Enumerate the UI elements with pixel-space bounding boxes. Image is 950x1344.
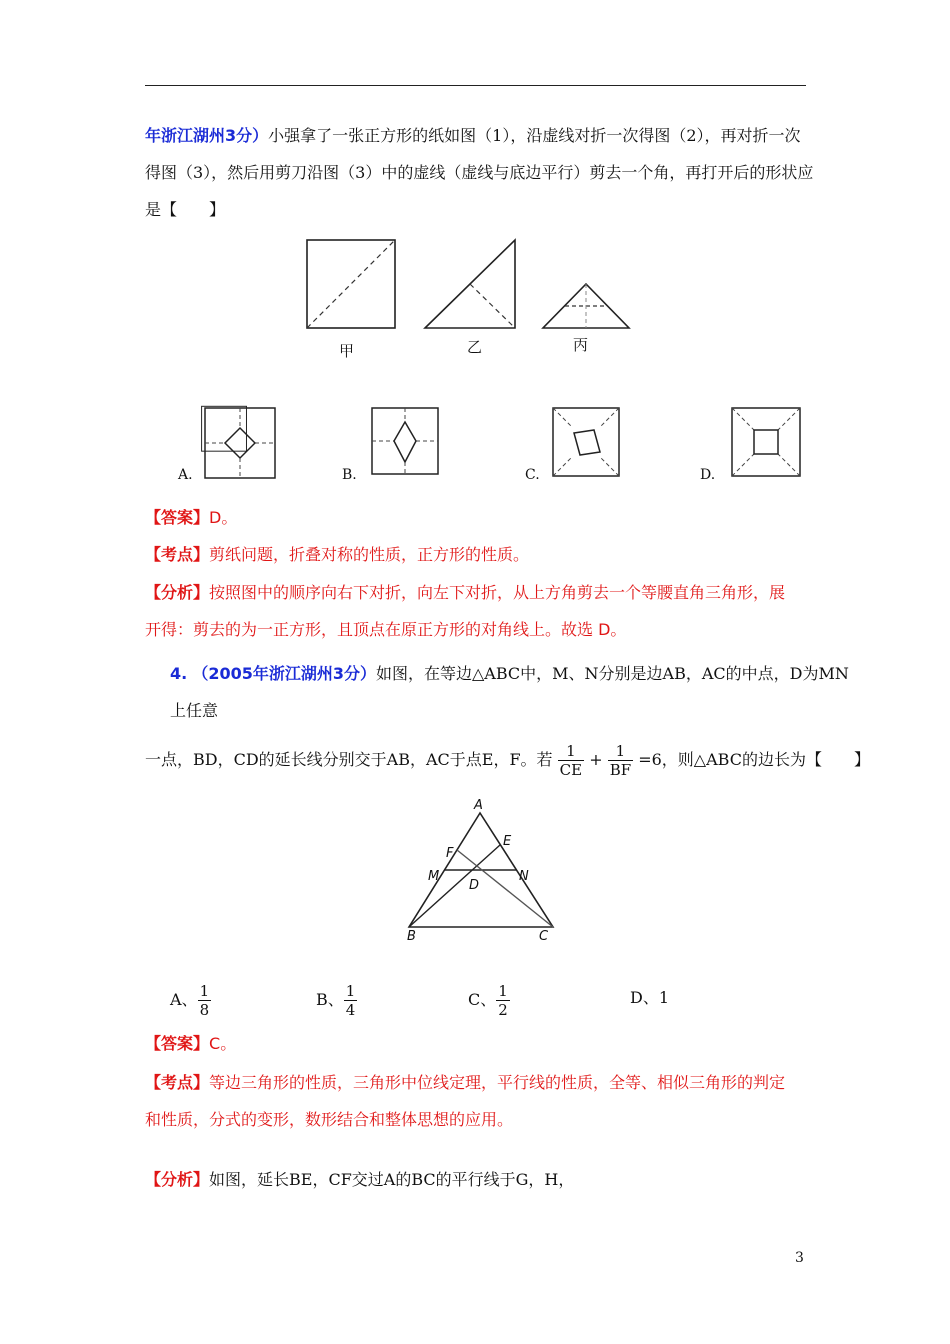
q3-text-line3: 是【 】 <box>145 200 226 219</box>
q4-option-d <box>630 988 669 1008</box>
option-a-shape <box>205 408 275 478</box>
q4-fenxi-text: 如图，延长BE，CF交过A的BC的平行线于G，H， <box>209 1170 575 1189</box>
q4-kaodian-line1 <box>145 1073 785 1093</box>
fraction-1-bf: $\frac{1}{BF}$ <box>609 742 632 779</box>
q3-answer <box>145 508 237 528</box>
q4-answer-tag: 【答案】 <box>145 1034 210 1053</box>
option-d-label: D. <box>700 467 716 483</box>
q4-fenxi <box>145 1170 574 1190</box>
q3-text-line1: 小强拿了一张正方形的纸如图（1），沿虚线对折一次得图（2），再对折一次 <box>268 126 801 145</box>
fraction-1-ce: $\frac{1}{CE}$ <box>559 742 583 779</box>
q3-folding-figures <box>295 232 655 362</box>
q4-kaodian-line2: 和性质，分式的变形，数形结合和整体思想的应用。 <box>145 1110 514 1129</box>
q3-text-line2: 得图（3），然后用剪刀沿图（3）中的虚线（虚线与底边平行）剪去一个角，再打开后的形状应 <box>145 163 814 182</box>
q4-option-c-label: C、 <box>468 990 497 1009</box>
option-b-label: B. <box>342 467 357 483</box>
q4-option-d-label: D、 <box>630 988 659 1007</box>
q3-line1 <box>145 126 801 146</box>
q4-text-line1: 如图，在等边△ABC中，M、N分别是边AB，AC的中点，D为MN <box>375 664 849 683</box>
figure-yi <box>425 240 515 328</box>
q3-fenxi-text1: 按照图中的顺序向右下对折，向左下对折，从上方角剪去一个等腰直角三角形，展 <box>209 583 786 602</box>
q4-source: （2005年浙江湖州3分） <box>192 664 376 683</box>
fig-label-yi: 乙 <box>467 338 483 356</box>
q3-source: 年浙江湖州3分） <box>145 126 269 145</box>
q4-option-b-fraction: $\frac{1}{4}$ <box>345 982 356 1019</box>
q4-text-line3-pre: 一点，BD，CD的延长线分别交于AB，AC于点E，F。若 <box>145 750 553 769</box>
q4-option-a-fraction: $\frac{1}{8}$ <box>199 982 210 1019</box>
q3-kaodian-text: 剪纸问题，折叠对称的性质，正方形的性质。 <box>209 545 530 564</box>
header-rule <box>145 85 806 86</box>
point-n: N <box>519 869 529 884</box>
q4-option-c <box>468 980 510 1020</box>
figure-bing <box>543 284 629 328</box>
fig-label-bing: 丙 <box>573 336 589 354</box>
option-a-label: A. <box>178 467 193 483</box>
q4-line1 <box>170 664 849 684</box>
q3-answer-tag: 【答案】 <box>145 508 210 527</box>
point-d: D <box>469 878 480 893</box>
point-c: C <box>539 929 549 944</box>
point-m: M <box>428 869 440 884</box>
q3-kaodian <box>145 545 529 565</box>
q3-answer-value: D。 <box>209 508 238 527</box>
q4-kaodian-text1: 等边三角形的性质，三角形中位线定理，平行线的性质，全等、相似三角形的判定 <box>209 1073 786 1092</box>
q3-fenxi-line2: 开得：剪去的为一正方形，且顶点在原正方形的对角线上。故选 D。 <box>145 620 627 639</box>
q3-kaodian-tag: 【考点】 <box>145 545 210 564</box>
q4-option-c-fraction: $\frac{1}{2}$ <box>498 982 508 1019</box>
option-d-shape <box>732 408 800 476</box>
q4-answer-value: C。 <box>209 1034 237 1053</box>
q3-options <box>170 400 820 490</box>
q4-option-a <box>170 980 211 1020</box>
q4-option-b <box>316 980 357 1020</box>
point-a: A <box>474 798 483 813</box>
triangle-abc-figure <box>395 795 565 945</box>
q4-fenxi-tag: 【分析】 <box>145 1170 210 1189</box>
q4-text-line3-post: =6，则△ABC的边长为【 】 <box>638 750 870 769</box>
q3-fenxi-line1 <box>145 583 785 603</box>
q4-answer <box>145 1034 236 1054</box>
figure-jia <box>307 240 395 328</box>
fig-label-jia: 甲 <box>339 342 355 360</box>
point-e: E <box>503 834 512 849</box>
q4-kaodian-tag: 【考点】 <box>145 1073 210 1092</box>
q4-option-b-label: B、 <box>316 990 344 1009</box>
page-number: 3 <box>795 1250 804 1266</box>
q4-number: 4. <box>170 664 188 683</box>
option-c-label: C. <box>525 467 540 483</box>
plus-sign: + <box>589 750 603 769</box>
option-c-shape <box>553 408 619 476</box>
point-f: F <box>446 846 454 861</box>
q4-option-d-value: 1 <box>658 988 670 1007</box>
q4-option-a-label: A、 <box>170 990 198 1009</box>
point-b: B <box>407 929 416 944</box>
q3-fenxi-tag: 【分析】 <box>145 583 210 602</box>
q4-text-line2: 上任意 <box>170 701 219 720</box>
option-b-shape <box>372 408 438 474</box>
q4-line3 <box>145 740 870 780</box>
